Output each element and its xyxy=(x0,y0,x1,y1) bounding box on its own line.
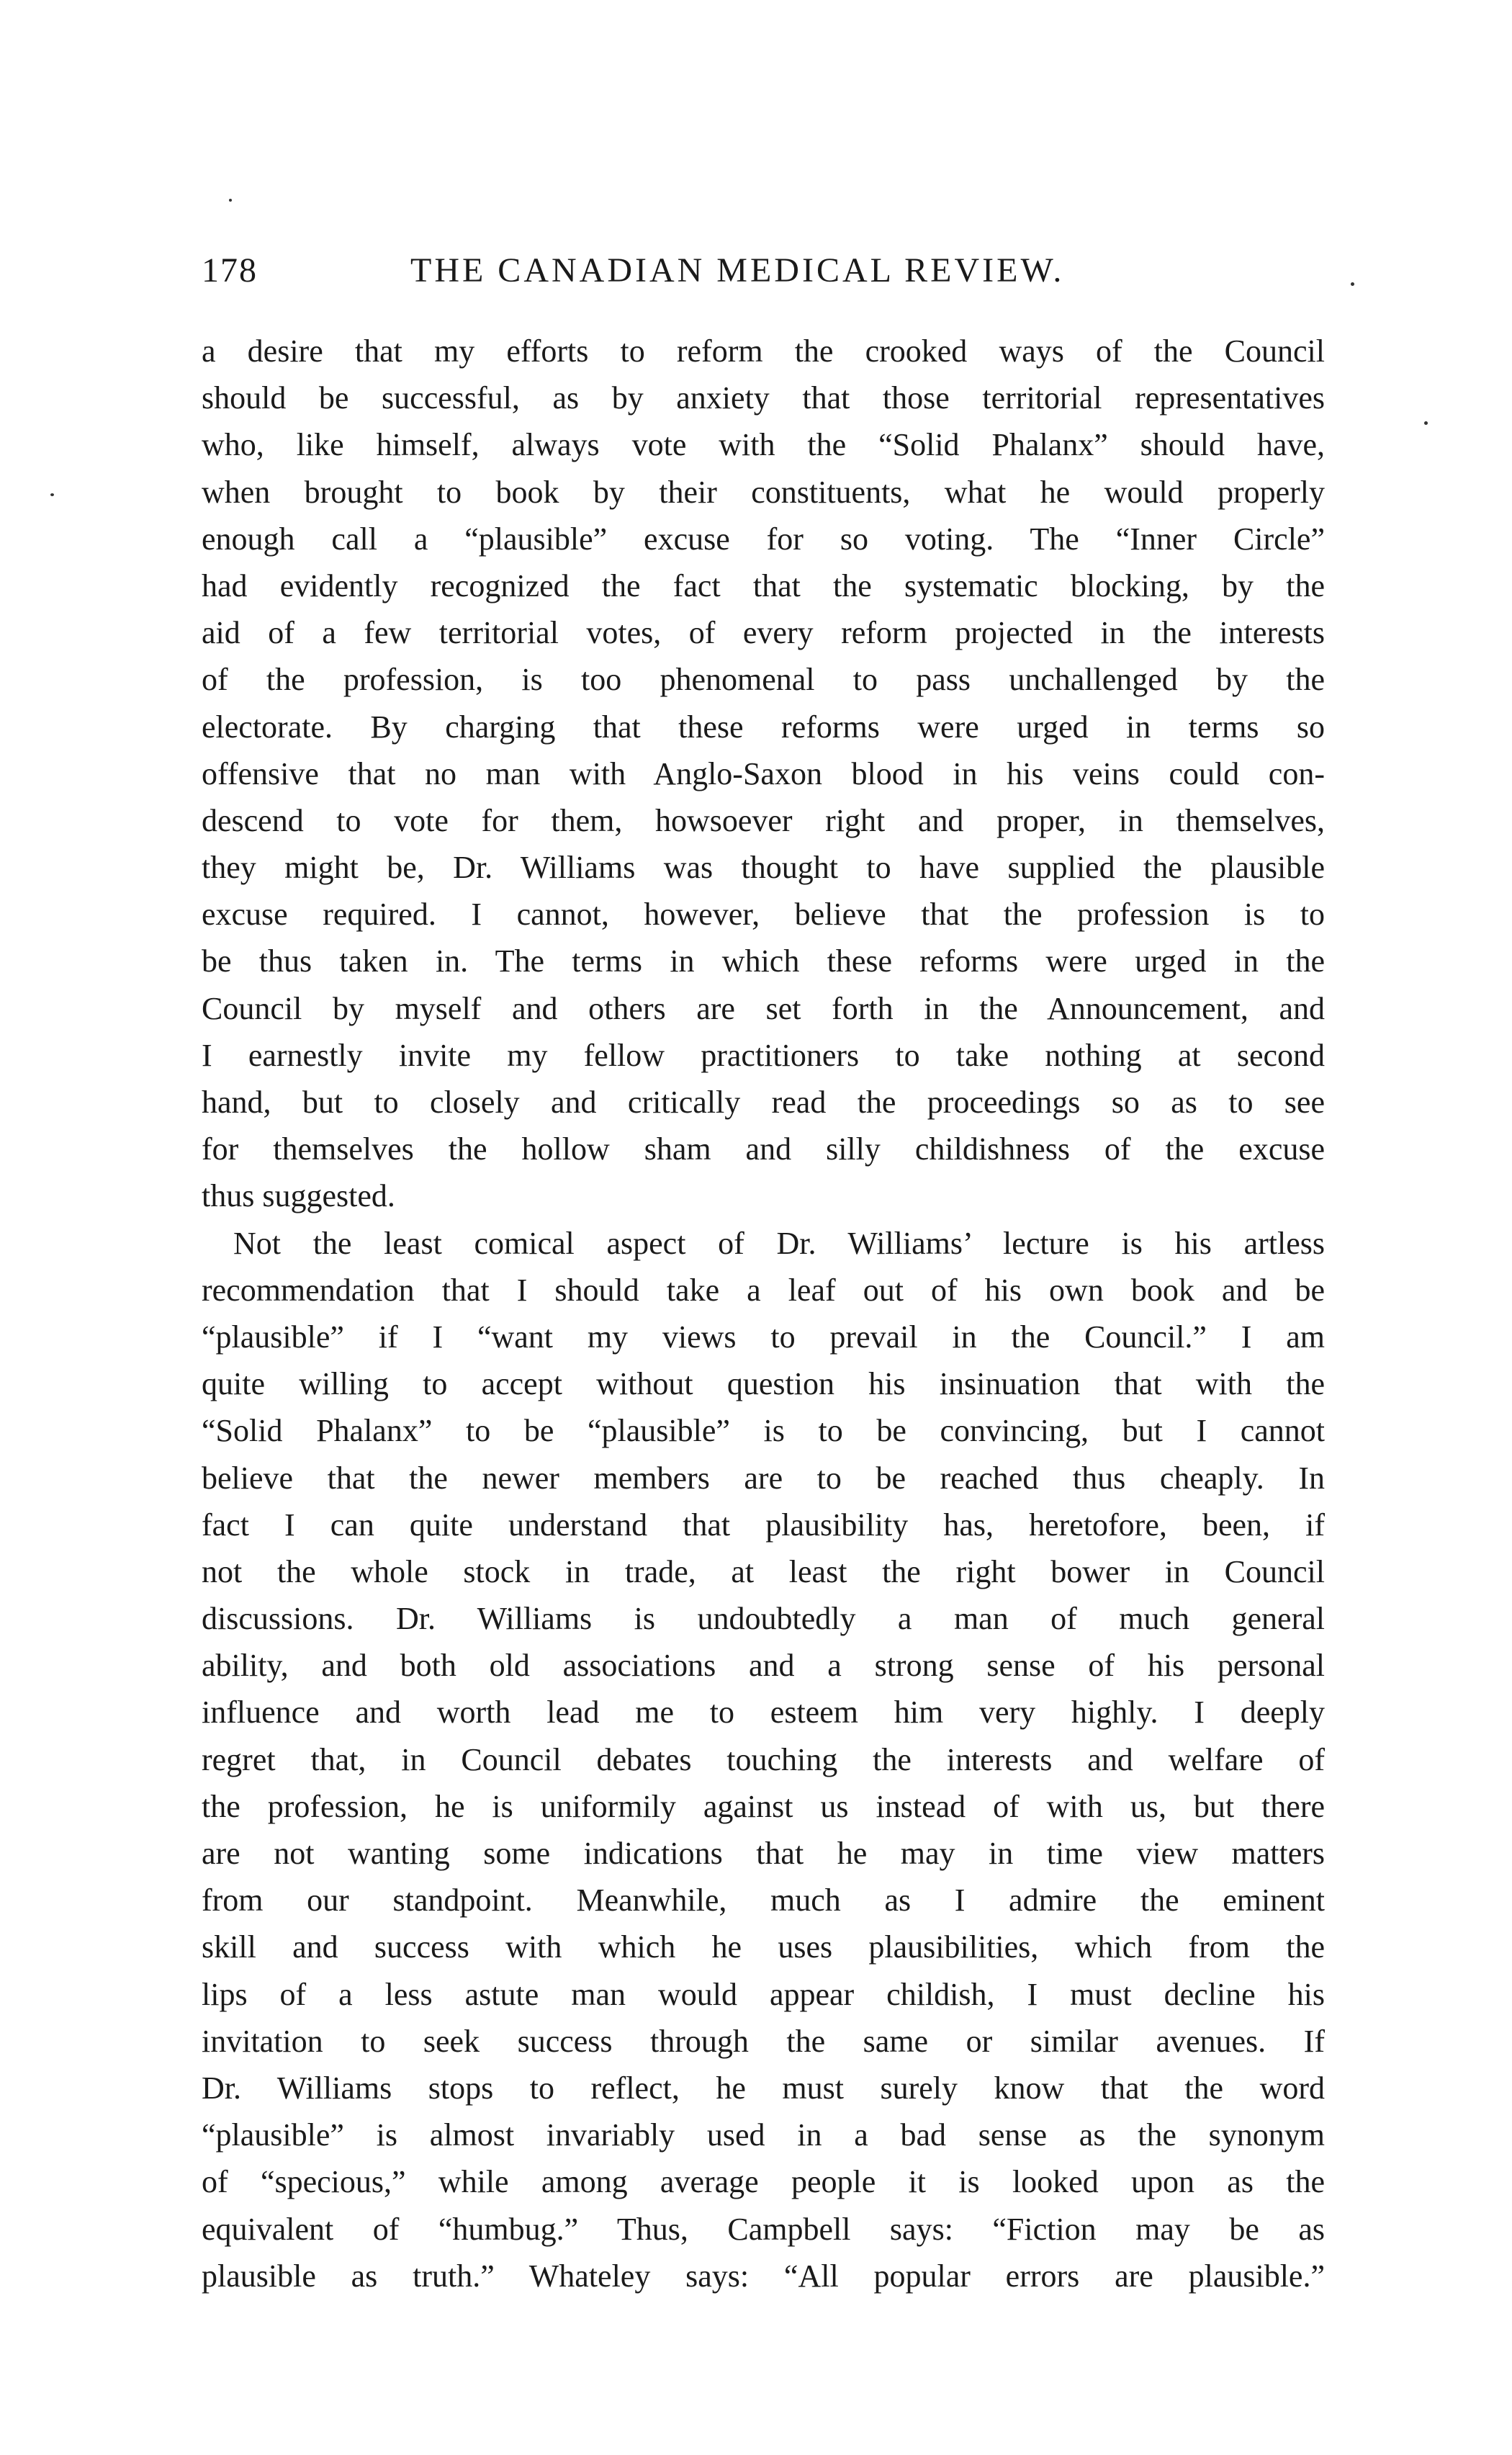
text-line: electorate. By charging that these reforms were urged in terms so xyxy=(202,709,1325,745)
text-line: invitation to seek success through the same or similar avenues. If xyxy=(202,2023,1325,2059)
text-line: “plausible” is almost invariably used in a bad sense as the synonym xyxy=(202,2117,1325,2153)
text-line: should be successful, as by anxiety that those territorial representatives xyxy=(202,380,1325,416)
text-line: Not the least comical aspect of Dr. Williams’ lecture is his artless xyxy=(233,1225,1325,1261)
text-line: lips of a less astute man would appear childish, I must decline his xyxy=(202,1976,1325,2012)
text-line: had evidently recognized the fact that the systematic blocking, by the xyxy=(202,567,1325,603)
text-line: “plausible” if I “want my views to prevail in the Council.” I am xyxy=(202,1319,1325,1355)
text-line: of “specious,” while among average people it is looked upon as the xyxy=(202,2164,1325,2200)
text-line: quite willing to accept without question his insinuation that with the xyxy=(202,1366,1325,1402)
text-line: Council by myself and others are set forth in the Announcement, and xyxy=(202,990,1325,1026)
text-line: a desire that my efforts to reform the crooked ways of the Council xyxy=(202,333,1325,369)
text-line: influence and worth lead me to esteem him very highly. I deeply xyxy=(202,1695,1325,1731)
text-line: offensive that no man with Anglo-Saxon blood in his veins could con- xyxy=(202,755,1325,791)
text-line: regret that, in Council debates touching the interests and welfare of xyxy=(202,1741,1325,1777)
body-text xyxy=(202,328,1325,2299)
text-line: are not wanting some indications that he may in time view matters xyxy=(202,1836,1325,1871)
text-line: “Solid Phalanx” to be “plausible” is to be convincing, but I cannot xyxy=(202,1413,1325,1449)
text-line: thus suggested. xyxy=(202,1178,395,1214)
text-line: ability, and both old associations and a strong sense of his personal xyxy=(202,1648,1325,1684)
scan-speck xyxy=(1424,421,1428,425)
text-line: recommendation that I should take a leaf out of his own book and be xyxy=(202,1272,1325,1308)
scan-speck xyxy=(229,199,232,202)
text-line: the profession, he is uniformily against us instead of with us, but there xyxy=(202,1788,1325,1824)
text-line: they might be, Dr. Williams was thought to have supplied the plausible xyxy=(202,850,1325,886)
page-number: 178 xyxy=(202,251,258,290)
text-line: when brought to book by their constituents, what he would properly xyxy=(202,474,1325,510)
text-line: fact I can quite understand that plausibility has, heretofore, been, if xyxy=(202,1507,1325,1543)
text-line: plausible as truth.” Whateley says: “All popular errors are plausible.” xyxy=(202,2258,1325,2294)
text-line: for themselves the hollow sham and silly childishness of the excuse xyxy=(202,1131,1325,1167)
text-line: enough call a “plausible” excuse for so voting. The “Inner Circle” xyxy=(202,521,1325,557)
text-line: descend to vote for them, howsoever right and proper, in themselves, xyxy=(202,802,1325,838)
scan-speck xyxy=(50,493,54,496)
page-header xyxy=(202,251,1325,301)
text-line: from our standpoint. Meanwhile, much as I admire the eminent xyxy=(202,1882,1325,1918)
text-line: aid of a few territorial votes, of every reform projected in the interests xyxy=(202,615,1325,651)
text-line: Dr. Williams stops to reflect, he must surely know that the word xyxy=(202,2070,1325,2106)
text-line: be thus taken in. The terms in which these reforms were urged in the xyxy=(202,943,1325,979)
text-line: of the profession, is too phenomenal to pass unchallenged by the xyxy=(202,662,1325,698)
text-line: skill and success with which he uses plausibilities, which from the xyxy=(202,1929,1325,1965)
text-line: believe that the newer members are to be reached thus cheaply. In xyxy=(202,1460,1325,1496)
text-line: I earnestly invite my fellow practitioners to take nothing at second xyxy=(202,1037,1325,1073)
text-line: hand, but to closely and critically read the proceedings so as to see xyxy=(202,1085,1325,1120)
text-line: excuse required. I cannot, however, believe that the profession is to xyxy=(202,897,1325,933)
scan-speck xyxy=(1351,282,1354,286)
text-line: not the whole stock in trade, at least the right bower in Council xyxy=(202,1553,1325,1589)
text-line: discussions. Dr. Williams is undoubtedly a man of much general xyxy=(202,1601,1325,1637)
running-title: THE CANADIAN MEDICAL REVIEW. xyxy=(410,251,1065,290)
text-line: who, like himself, always vote with the “Solid Phalanx” should have, xyxy=(202,427,1325,463)
text-line: equivalent of “humbug.” Thus, Campbell says: “Fiction may be as xyxy=(202,2211,1325,2247)
